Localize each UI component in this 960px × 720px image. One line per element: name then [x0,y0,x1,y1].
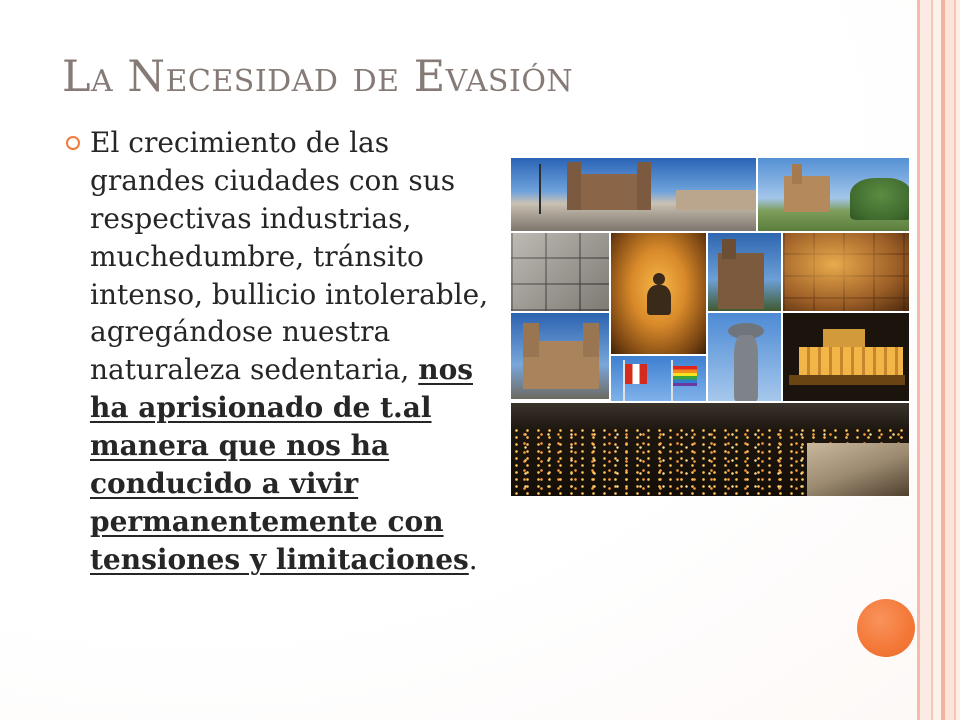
emphasized-text: tensiones y limitaciones [90,542,469,576]
line-text: agregándose nuestra [90,315,391,349]
line-text: intenso, bullicio intolerable, [90,277,489,311]
bullet-line [90,465,505,503]
cathedral-tower-left [567,162,581,210]
line-text: respectivas industrias, [90,201,412,235]
right-stripes [917,0,960,720]
line-text: grandes ciudades con sus [90,163,456,197]
church-tower [792,164,802,184]
person-head [653,273,665,285]
rainbow-flag [673,366,697,386]
photo-plaza-church [757,157,910,232]
bullet-line [90,276,505,314]
photo-plaza-cathedral [510,157,757,232]
photo-night-fortress [782,312,910,402]
trees [850,178,910,220]
stripe-fill [945,0,954,720]
stripe-fill [956,0,960,720]
church-facade [784,176,830,212]
emphasized-text: manera que nos ha [90,429,390,463]
bullet-line [90,313,505,351]
photo-night-city-panorama [510,402,910,497]
circle-outline-bullet-icon [66,136,80,150]
church-tower-left [523,323,539,357]
photo-person-lit-wall [610,232,707,355]
bullet-line [90,238,505,276]
bullet-line [90,541,505,579]
street-lamp [539,164,541,214]
bullet-line [90,200,505,238]
lit-tower [823,329,865,349]
statue-body [734,335,758,401]
bullet-line [90,389,505,427]
foreground-houses [807,443,910,497]
bullet-text[interactable] [90,124,505,579]
bullet-line [90,427,505,465]
photo-collage[interactable] [510,157,910,497]
colonial-arcade [676,190,757,210]
photo-cathedral-sky [707,232,782,312]
stripe-fill [920,0,931,720]
cathedral-building [718,253,764,309]
orange-circle-icon [857,599,915,657]
photo-flags [610,355,707,402]
person-body [647,285,671,315]
cathedral-facade [573,174,645,210]
bullet-line [90,162,505,200]
line-text: muchedumbre, tránsito [90,239,424,273]
emphasized-text: ha aprisionado de t.al [90,391,432,425]
photo-golden-stone-wall [782,232,910,312]
bullet-line [90,124,505,162]
cathedral-tower [722,239,736,259]
cathedral-tower-right [637,162,651,210]
line-end-period: . [468,542,478,576]
fortress-base [789,375,905,385]
emphasized-text: nos [418,353,474,387]
emphasized-text: permanentemente con [90,504,444,538]
line-text: naturaleza sedentaria, [90,353,419,387]
stripe-fill [933,0,941,720]
photo-inca-stone-wall [510,232,610,312]
photo-church-blue-sky [510,312,610,400]
church-tower-right [583,323,599,357]
emphasized-text: conducido a vivir [90,467,359,501]
lit-walls [799,347,903,375]
bullet-line [90,503,505,541]
line-text: El crecimiento de las [90,126,390,159]
slide-title[interactable]: La Necesidad de Evasión [62,52,574,102]
peru-flag [625,364,647,384]
photo-statue [707,312,782,402]
bullet-line [90,351,505,389]
